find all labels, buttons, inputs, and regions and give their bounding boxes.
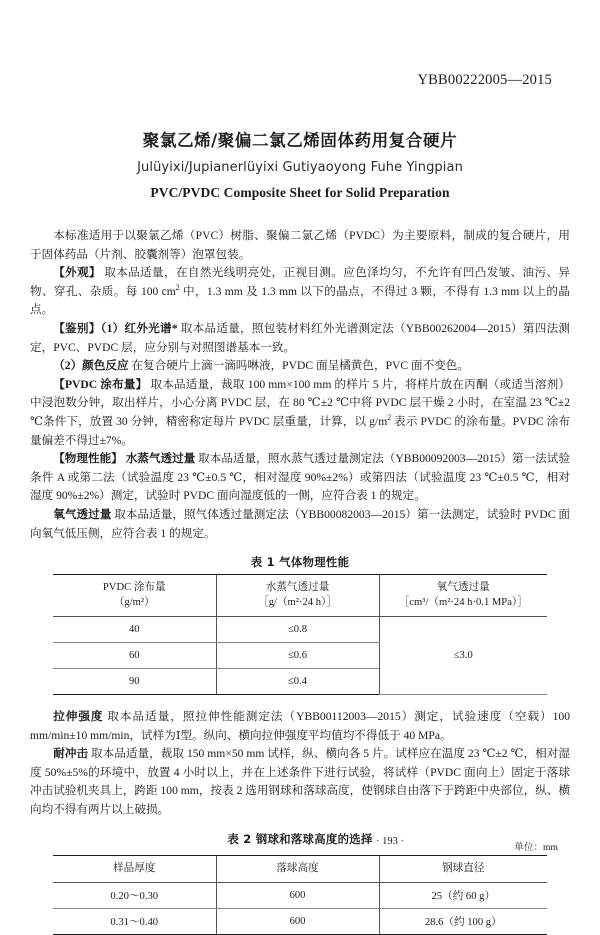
table2-cell-thickness-2: 0.31～0.40 bbox=[53, 908, 216, 934]
appearance-superscript: 2 bbox=[175, 282, 180, 292]
paragraph-scope: 本标准适用于以聚氯乙烯（PVC）树脂、聚偏二氯乙烯（PVDC）为主要原料，制成的复合硬片，用于固体药品（片剂、胶囊剂等）泡罩包装。 bbox=[30, 229, 570, 261]
physical-properties-label: 【物理性能】 bbox=[53, 452, 123, 466]
paragraph-pvdc-coating bbox=[30, 376, 570, 450]
table1-cell-coating-2: 60 bbox=[53, 643, 216, 669]
document-body bbox=[30, 227, 570, 543]
table2-unit-note: 单位：mm bbox=[514, 841, 558, 853]
standard-number-header: YBB00222005—2015 bbox=[417, 72, 552, 88]
paragraph-color-reaction bbox=[30, 357, 570, 376]
color-reaction-label: （2）颜色反应 bbox=[53, 359, 129, 373]
pvdc-coating-label: 【PVDC 涂布量】 bbox=[53, 377, 148, 391]
table1-col-otr: 氧气透过量 ［cm³/（m²·24 h·0.1 MPa）］ bbox=[379, 575, 547, 617]
table1-cell-otr-merged: ≤3.0 bbox=[379, 617, 547, 695]
table2-steel-ball-drop-height bbox=[53, 855, 547, 935]
paragraph-water-vapor-transmission bbox=[30, 450, 570, 506]
appearance-text-part2: 中，1.3 mm 及 1.3 mm 以下的晶点，不得过 3 颗，不得有 1.3 mm 以上的晶点。 bbox=[30, 284, 570, 317]
table2-cell-diameter-2: 28.6（约 100 g） bbox=[379, 908, 547, 934]
table1-cell-coating-1: 40 bbox=[53, 617, 216, 643]
pvdc-coating-text-part1: 取本品适量，裁取 100 mm×100 mm 的样片 5 片，将样片放在丙酮（或适当溶剂）中浸泡数分钟，取出样片，小心分离 PVDC 层，在 80 ℃±2 ℃中将 PVDC 层干燥 2 小时，在室温 23 ℃±2 ℃条件下，放置 30 分钟，精密称定每片 PVDC 层重量，计算，以 g/m bbox=[30, 377, 570, 428]
appearance-label: 【外观】 bbox=[53, 266, 101, 280]
document-body-continued bbox=[30, 708, 570, 820]
table2-cell-diameter-1: 25（约 60 g） bbox=[379, 882, 547, 908]
paragraph-appearance bbox=[30, 264, 570, 320]
table2-col-drop-height: 落球高度 bbox=[216, 855, 379, 882]
page-title-chinese: 聚氯乙烯/聚偏二氯乙烯固体药用复合硬片 bbox=[142, 131, 458, 150]
page-title-english: PVC/PVDC Composite Sheet for Solid Preparation bbox=[150, 185, 450, 200]
wvtr-text: 取本品适量，照水蒸气透过量测定法（YBB00092003—2015）第一法试验条件 A 或第二法（试验温度 23 ℃±0.5 ℃，相对湿度 90%±2%）或第四法（试验温度 23 ℃±0.5 ℃，相对湿度 90%±2%）测定，试验时 PVDC 面向湿度低的一侧，应符合表 1 的规定。 bbox=[30, 452, 570, 503]
wvtr-label: 水蒸气透过量 bbox=[125, 452, 196, 466]
paragraph-identification bbox=[30, 320, 570, 357]
table1-cell-wvtr-3: ≤0.4 bbox=[216, 669, 379, 695]
table1-cell-coating-3: 90 bbox=[53, 669, 216, 695]
paragraph-oxygen-transmission bbox=[30, 506, 570, 543]
table1-col-wvtr: 水蒸气透过量 ［g/（m²·24 h）］ bbox=[216, 575, 379, 617]
pvdc-coating-text-part2: 表示 PVDC 的涂布量。PVDC 涂布量偏差不得过±7%。 bbox=[30, 414, 570, 447]
table1-header-row bbox=[53, 575, 547, 617]
table1-wrapper bbox=[30, 554, 570, 695]
impact-resistance-text: 取本品适量，裁取 150 mm×50 mm 试样，纵、横向各 5 片。试样应在温度 23 ℃±2 ℃，相对湿度 50%±5%的环境中，放置 4 小时以上，并在上述条件下进行试验，将试样（PVDC 面向上）固定于落球冲击试验机夹具上，跨距 100 mm，按表 2 选用钢球和落球高度，使钢球自由落下于跨距中央部位，纵、横向均不得有两片以上破损。 bbox=[30, 747, 570, 817]
table-row bbox=[53, 617, 547, 643]
table2-cell-height-1: 600 bbox=[216, 882, 379, 908]
table2-col-thickness: 样品厚度 bbox=[53, 855, 216, 882]
paragraph-tensile-strength bbox=[30, 708, 570, 745]
tensile-strength-text: 取本品适量，照拉伸性能测定法（YBB00112003—2015）测定，试验速度（空载）100 mm/min±10 mm/min，试样为Ⅰ型。纵向、横向拉伸强度平均值均不得低于 40 MPa。 bbox=[30, 710, 570, 742]
table2-cell-thickness-1: 0.20～0.30 bbox=[53, 882, 216, 908]
identification-label: 【鉴别】（1）红外光谱* bbox=[53, 321, 178, 335]
impact-resistance-label: 耐冲击 bbox=[53, 747, 89, 761]
table2-col-ball-diameter: 钢球直径 bbox=[379, 855, 547, 882]
table2-header-row bbox=[53, 855, 547, 882]
pvdc-coating-superscript: 2 bbox=[387, 413, 392, 423]
otr-label: 氧气透过量 bbox=[53, 507, 112, 521]
table1-caption: 表 1 气体物理性能 bbox=[250, 555, 350, 570]
tensile-strength-label: 拉伸强度 bbox=[53, 710, 104, 724]
identification-text: 取本品适量，照包装材料红外光谱测定法（YBB00262004—2015）第四法测定，PVC、PVDC 层，应分别与对照图谱基本一致。 bbox=[30, 321, 570, 354]
table1-cell-wvtr-1: ≤0.8 bbox=[216, 617, 379, 643]
color-reaction-text: 在复合硬片上滴一滴吗啉液，PVDC 面呈橘黄色，PVC 面不变色。 bbox=[128, 359, 469, 373]
page-number-footer: · 193 · bbox=[376, 836, 404, 847]
title-block bbox=[30, 127, 570, 201]
table-row bbox=[53, 882, 547, 908]
page-title-pinyin: Julüyixi/Jupianerlüyixi Gutiyaoyong Fuhe Yingpian bbox=[137, 160, 463, 175]
table1-col-coating: PVDC 涂布量 （g/m²） bbox=[53, 575, 216, 617]
otr-text: 取本品适量，照气体透过量测定法（YBB00082003—2015）第一法测定，试验时 PVDC 面向氧气低压侧，应符合表 1 的规定。 bbox=[30, 507, 570, 540]
paragraph-impact-resistance bbox=[30, 745, 570, 819]
table-row bbox=[53, 908, 547, 934]
table2-cell-height-2: 600 bbox=[216, 908, 379, 934]
table1-gas-physical-properties bbox=[53, 574, 547, 695]
table1-cell-wvtr-2: ≤0.6 bbox=[216, 643, 379, 669]
appearance-text-part1: 取本品适量，在自然光线明亮处，正视目测。应色泽均匀，不允许有凹凸发皱、油污、异物、穿孔、杂质。每 100 cm bbox=[30, 266, 570, 298]
table2-caption: 表 2 钢球和落球高度的选择 bbox=[227, 831, 373, 846]
